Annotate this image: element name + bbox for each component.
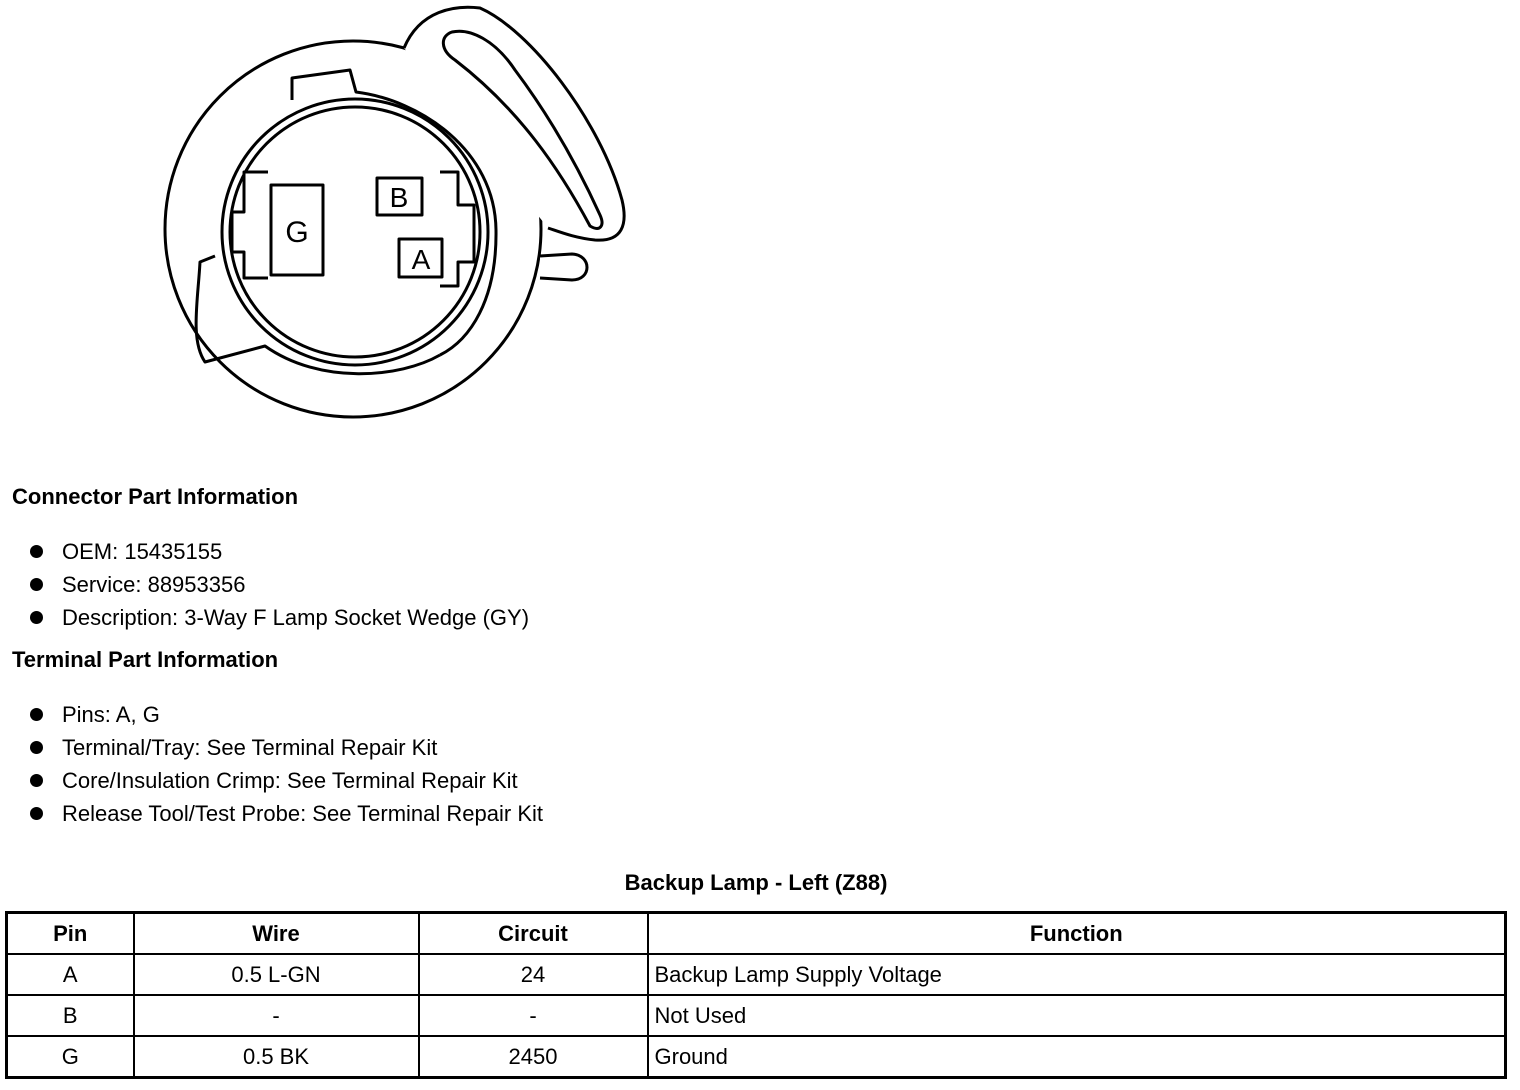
bullet-icon <box>30 807 43 820</box>
release-tool-info: Release Tool/Test Probe: See Terminal Repair Kit <box>62 801 543 826</box>
bullet-icon <box>30 708 43 721</box>
connector-side-nub <box>540 254 587 280</box>
service-number: Service: 88953356 <box>62 572 246 597</box>
pin-table-title: Backup Lamp - Left (Z88) <box>624 870 888 895</box>
header-wire: Wire <box>134 913 419 955</box>
header-circuit: Circuit <box>419 913 648 955</box>
cell-function: Backup Lamp Supply Voltage <box>648 954 1506 995</box>
cell-pin: A <box>7 954 134 995</box>
list-item <box>0 764 543 797</box>
table-row <box>7 995 1506 1036</box>
oem-number: OEM: 15435155 <box>62 539 223 564</box>
bullet-icon <box>30 741 43 754</box>
bullet-icon <box>30 545 43 558</box>
connector-part-info-heading: Connector Part Information <box>12 484 299 509</box>
bullet-icon <box>30 611 43 624</box>
cell-function: Ground <box>648 1036 1506 1078</box>
bullet-icon <box>30 774 43 787</box>
cell-wire: - <box>134 995 419 1036</box>
crimp-info: Core/Insulation Crimp: See Terminal Repair Kit <box>62 768 518 793</box>
list-item <box>0 797 543 830</box>
connector-description: Description: 3-Way F Lamp Socket Wedge (GY) <box>62 605 530 630</box>
cell-wire: 0.5 L-GN <box>134 954 419 995</box>
cavity-b-label: B <box>389 182 409 213</box>
cell-circuit: 24 <box>419 954 648 995</box>
cavity-g-label: G <box>285 216 309 249</box>
cavity-a-label: A <box>411 244 431 275</box>
terminal-tray-info: Terminal/Tray: See Terminal Repair Kit <box>62 735 438 760</box>
table-row <box>7 1036 1506 1078</box>
connector-face-diagram <box>0 0 640 430</box>
list-item <box>0 568 529 601</box>
cell-wire: 0.5 BK <box>134 1036 419 1078</box>
pin-table <box>5 911 1507 1079</box>
header-function: Function <box>648 913 1506 955</box>
table-header-row <box>7 913 1506 955</box>
list-item <box>0 601 529 634</box>
terminal-part-info-heading: Terminal Part Information <box>12 647 279 672</box>
cell-circuit: 2450 <box>419 1036 648 1078</box>
cell-pin: B <box>7 995 134 1036</box>
header-pin: Pin <box>7 913 134 955</box>
cell-circuit: - <box>419 995 648 1036</box>
list-item <box>0 535 529 568</box>
cell-pin: G <box>7 1036 134 1078</box>
connector-part-info-list <box>0 535 529 634</box>
table-row <box>7 954 1506 995</box>
list-item <box>0 731 543 764</box>
terminal-part-info-list <box>0 698 543 830</box>
list-item <box>0 698 543 731</box>
bullet-icon <box>30 578 43 591</box>
cell-function: Not Used <box>648 995 1506 1036</box>
pins-info: Pins: A, G <box>62 702 160 727</box>
